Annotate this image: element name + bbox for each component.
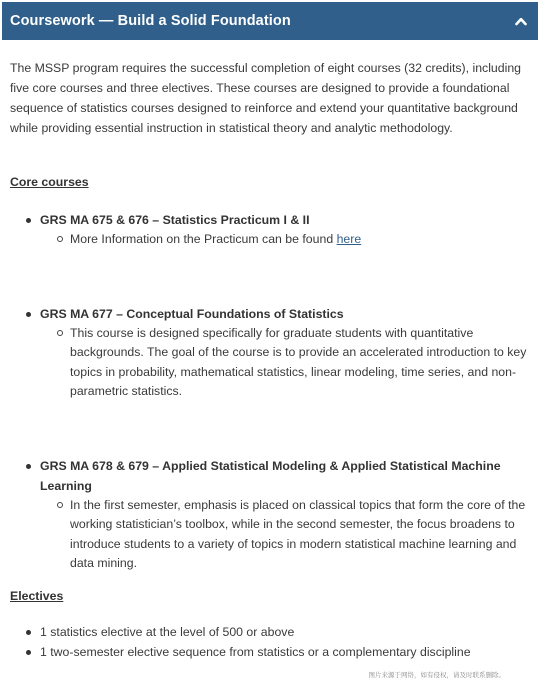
course-detail-list — [40, 496, 530, 574]
elective-item — [10, 622, 530, 642]
bullet-circle — [57, 330, 63, 336]
course-title: GRS MA 675 & 676 – Statistics Practicum I & II — [40, 213, 310, 227]
intro-paragraph: The MSSP program requires the successful completion of eight courses (32 credits), including five core courses and three electives. These courses are designed to provide a foundational sequence of statistics courses designed to reinforce and extend your quantitative background while providing essential instruction in statistical theory and analytic methodology. — [10, 61, 522, 135]
panel-header[interactable] — [2, 2, 538, 40]
image-source-watermark: 图片来源于网络，如有侵权，请及时联系删除。 — [368, 671, 505, 679]
course-detail — [40, 496, 530, 574]
elective-item — [10, 642, 530, 662]
elective-text: 1 two-semester elective sequence from statistics or a complementary discipline — [40, 644, 471, 659]
course-detail-list — [40, 230, 530, 250]
core-course-list — [10, 210, 530, 574]
electives-heading: Electives — [10, 588, 64, 603]
chevron-up-icon[interactable] — [514, 14, 528, 28]
bullet-disc — [26, 630, 31, 635]
course-detail-list — [40, 324, 530, 402]
practicum-info-link[interactable]: here — [336, 232, 362, 246]
core-courses-heading: Core courses — [10, 175, 89, 189]
coursework-panel — [2, 2, 538, 683]
course-detail — [40, 324, 530, 402]
bullet-disc — [26, 218, 31, 223]
panel-content — [2, 58, 538, 662]
course-item-practicum — [10, 210, 530, 250]
course-detail-text: In the first semester, emphasis is placed on classical topics that form the core of the working statistician’s toolbox, while in the second semester, the focus broadens to introduce students to a variety of topics in modern statistical machine learning and data mining. — [70, 497, 526, 570]
bullet-disc — [26, 464, 31, 469]
elective-text: 1 statistics elective at the level of 500 or above — [40, 624, 295, 639]
course-item-conceptual-foundations — [10, 304, 530, 402]
elective-list — [10, 622, 530, 662]
chevron-up-icon-shape — [515, 16, 527, 26]
bullet-circle — [57, 236, 63, 242]
course-title: GRS MA 678 & 679 – Applied Statistical Modeling & Applied Statistical Machine Learning — [40, 458, 501, 493]
bullet-disc — [26, 312, 31, 317]
course-item-applied-modeling — [10, 456, 530, 574]
course-detail-text: More Information on the Practicum can be found — [70, 232, 337, 246]
bullet-circle — [57, 502, 63, 508]
panel-title: Coursework — Build a Solid Foundation — [10, 13, 291, 29]
course-detail-text: This course is designed specifically for graduate students with quantitative backgrounds. The goal of the course is to provide an accelerated introduction to key topics in probability, mathematical statistics, linear modeling, time series, and non-parametric statistics. — [70, 325, 527, 398]
course-title: GRS MA 677 – Conceptual Foundations of Statistics — [40, 306, 344, 321]
bullet-disc — [26, 650, 31, 655]
course-detail — [40, 230, 530, 250]
